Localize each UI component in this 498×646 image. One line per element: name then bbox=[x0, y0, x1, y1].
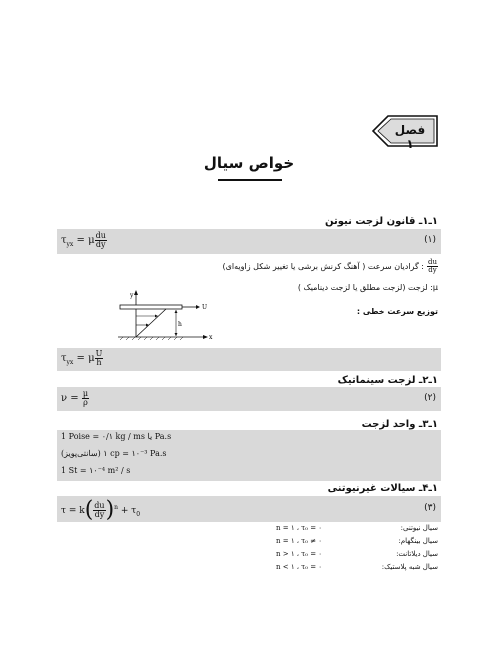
fluid-row bbox=[270, 524, 438, 537]
equation-2: ν = $\frac{\mu}{\rho}$ bbox=[61, 389, 89, 407]
fluid-condition: n < ۱ ، τ₀ = ۰ bbox=[276, 563, 323, 571]
equation-3: τ = k( $\frac{du}{dy}$ )$^n + \tau_0$ bbox=[61, 497, 141, 523]
figure-label-y: y bbox=[130, 292, 134, 299]
fluid-row bbox=[270, 563, 438, 576]
figure-label-x: x bbox=[209, 334, 213, 341]
figure-label-u: U bbox=[202, 304, 208, 311]
section-4-heading: ۱ـ۴ـ سیالات غیرنیوتنی bbox=[327, 483, 438, 494]
fluid-name: سیال بینگهام: bbox=[398, 537, 438, 545]
equation-3-band bbox=[57, 496, 441, 522]
equation-3-number: (۳) bbox=[424, 503, 436, 513]
gradient-definition: $\frac{du}{dy}$ : گرادیان سرعت ( آهنگ کرنش برشی یا تغییر شکل زاویه‌ای) bbox=[222, 258, 437, 274]
equation-1: $\tau_{yx} = \mu$ $\frac{du}{dy}$ bbox=[61, 231, 106, 249]
linear-profile-label: توزیع سرعت خطی : bbox=[356, 307, 438, 316]
fluid-row bbox=[270, 550, 438, 563]
equation-2-band bbox=[57, 387, 441, 411]
fluid-list bbox=[270, 524, 438, 576]
unit-centipoise: (سانتی‌پویز) ۱ cp = ۱۰⁻³ Pa.s bbox=[61, 449, 167, 458]
fluid-condition: n = ۱ ، τ₀ ≠ ۰ bbox=[276, 537, 323, 545]
fluid-condition: n = ۱ ، τ₀ = ۰ bbox=[276, 524, 323, 532]
unit-stokes: 1 St = ۱۰⁻⁴ m² / s bbox=[61, 466, 131, 475]
fluid-name: سیال شبه پلاستیک: bbox=[381, 563, 438, 571]
fluid-name: سیال دیلاتانت: bbox=[396, 550, 438, 558]
fluid-condition: n > ۱ ، τ₀ = ۰ bbox=[276, 550, 323, 558]
section-1-heading: ۱ـ۱ـ قانون لزجت نیوتن bbox=[325, 216, 438, 227]
viscosity-definition: μ: لزجت (لزجت مطلق یا لزجت دینامیک ) bbox=[297, 283, 438, 292]
section-3-heading: ۱ـ۳ـ واحد لزجت bbox=[361, 419, 438, 430]
equation-1-number: (۱) bbox=[424, 235, 436, 245]
chapter-tab bbox=[372, 115, 438, 151]
equation-1-band bbox=[57, 229, 441, 254]
units-band bbox=[57, 430, 441, 481]
fluid-name: سیال نیوتنی: bbox=[400, 524, 438, 532]
couette-flow-figure bbox=[110, 288, 216, 346]
equation-2-number: (۲) bbox=[424, 393, 436, 403]
equation-shear: $\tau_{yx} = \mu$ $\frac{U}{h}$ bbox=[61, 349, 103, 367]
figure-label-h: h bbox=[178, 321, 182, 328]
chapter-title: خواص سیال bbox=[203, 154, 295, 172]
chapter-label: فصل ۱ bbox=[394, 123, 426, 151]
unit-poise: 1 Poise = ۰/۱ kg / ms یا Pa.s bbox=[61, 432, 172, 441]
title-underline bbox=[218, 179, 282, 181]
section-2-heading: ۱ـ۲ـ لزجت سینماتیک bbox=[337, 375, 438, 386]
equation-shear-band bbox=[57, 348, 441, 371]
fluid-row bbox=[270, 537, 438, 550]
